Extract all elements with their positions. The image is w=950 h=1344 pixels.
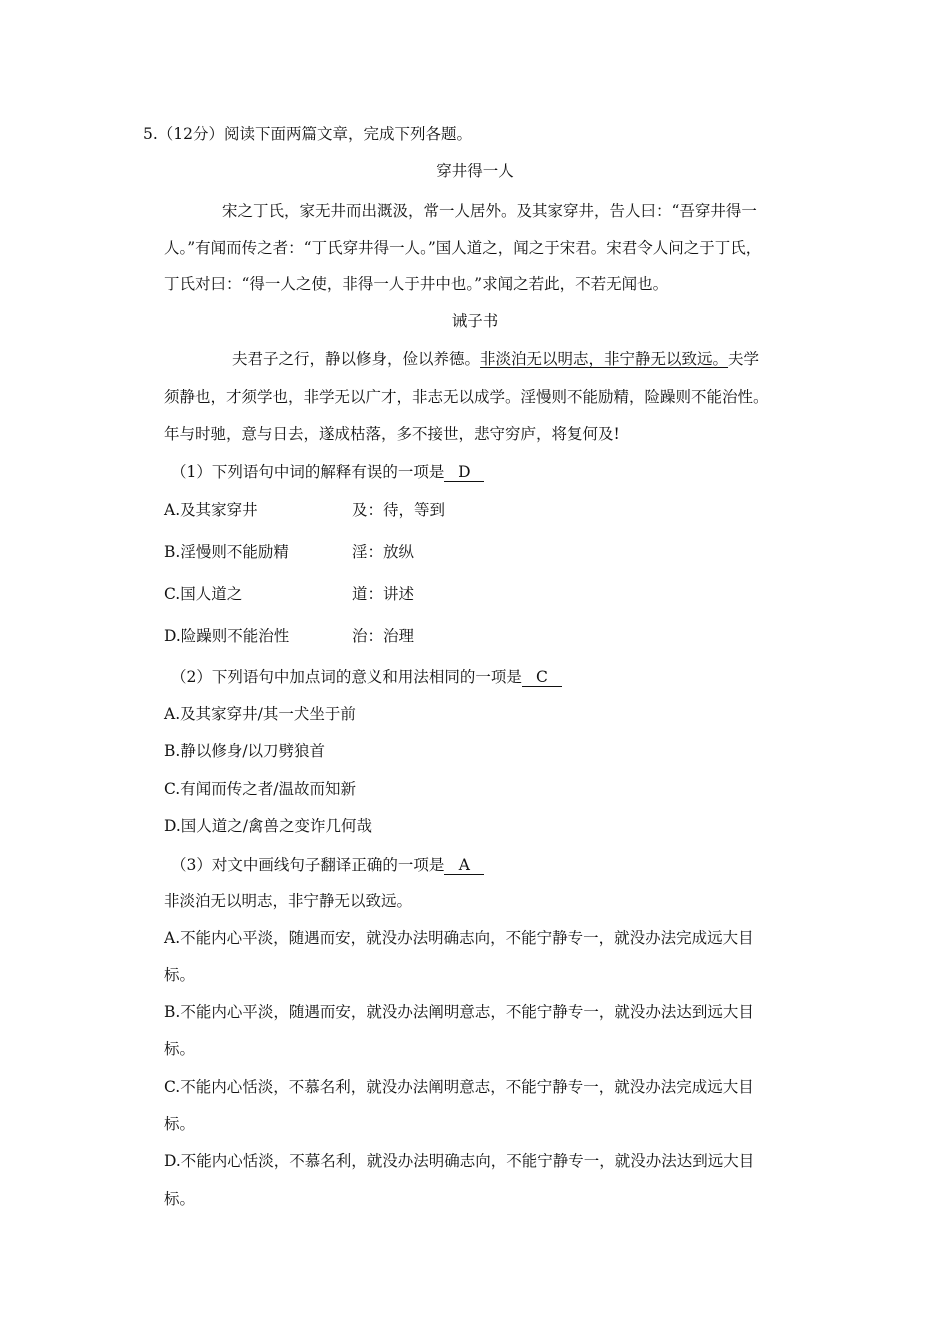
answer-blank: D [444, 463, 484, 482]
article1-title: 穿井得一人 [436, 162, 514, 180]
option-meaning: 及：待，等到 [352, 501, 446, 519]
question-text: （1）下列语句中词的解释有误的一项是 [171, 463, 445, 481]
question-text: （3）对文中画线句子翻译正确的一项是 [171, 856, 445, 874]
q3-option-cont: 标。 [164, 1115, 196, 1133]
q3-option: C.不能内心恬淡，不慕名利，就没办法阐明意志，不能宁静专一，就没办法完成远大目 [164, 1078, 754, 1096]
article1-line: 宋之丁氏，家无井而出溉汲，常一人居外。及其家穿井，告人曰：“吾穿井得一 [222, 202, 757, 220]
article1-line: 人。”有闻而传之者：“丁氏穿井得一人。”国人道之，闻之于宋君。宋君令人问之于丁氏， [164, 239, 762, 257]
q3-option-cont: 标。 [164, 1190, 196, 1208]
q1-option [164, 542, 764, 562]
option-sentence: B.淫慢则不能励精 [164, 543, 289, 561]
article2-line: 年与时驰，意与日去，遂成枯落，多不接世，悲守穷庐，将复何及! [164, 425, 620, 443]
article2-text: 夫学 [728, 350, 760, 368]
underlined-sentence: 非淡泊无以明志，非宁静无以致远。 [480, 350, 729, 368]
q2-option: C.有闻而传之者/温故而知新 [164, 780, 356, 798]
q3-stem [171, 855, 484, 875]
q2-option: D.国人道之/禽兽之变诈几何哉 [164, 817, 373, 835]
q2-option: A.及其家穿井/其一犬坐于前 [164, 705, 356, 723]
article2-line: 须静也，才须学也，非学无以广才，非志无以成学。淫慢则不能励精，险躁则不能治性。 [164, 388, 769, 406]
q1-stem [171, 462, 484, 482]
option-sentence: C.国人道之 [164, 585, 243, 603]
option-sentence: A.及其家穿井 [164, 501, 258, 519]
article2-title: 诫子书 [451, 312, 499, 330]
q1-option [164, 500, 764, 520]
answer-blank: A [444, 856, 484, 875]
q1-option [164, 626, 764, 646]
q3-sentence: 非淡泊无以明志，非宁静无以致远。 [164, 892, 413, 910]
q2-stem [171, 667, 562, 687]
question-text: （2）下列语句中加点词的意义和用法相同的一项是 [171, 668, 522, 686]
answer-blank: C [522, 668, 562, 687]
option-meaning: 治：治理 [352, 627, 415, 645]
article2-text: 夫君子之行，静以修身，俭以养德。 [232, 350, 481, 368]
q3-option: D.不能内心恬淡，不慕名利，就没办法明确志向，不能宁静专一，就没办法达到远大目 [164, 1152, 755, 1170]
q3-option-cont: 标。 [164, 966, 196, 984]
q3-option: A.不能内心平淡，随遇而安，就没办法明确志向，不能宁静专一，就没办法完成远大目 [164, 929, 754, 947]
option-meaning: 淫：放纵 [352, 543, 415, 561]
q3-option: B.不能内心平淡，随遇而安，就没办法阐明意志，不能宁静专一，就没办法达到远大目 [164, 1003, 754, 1021]
q3-option-cont: 标。 [164, 1040, 196, 1058]
q1-option [164, 584, 764, 604]
option-meaning: 道：讲述 [352, 585, 415, 603]
q2-option: B.静以修身/以刀劈狼首 [164, 742, 326, 760]
article1-line: 丁氏对曰：“得一人之使，非得一人于井中也。”求闻之若此，不若无闻也。 [164, 275, 669, 293]
question-header: 5.（12分）阅读下面两篇文章，完成下列各题。 [143, 125, 473, 143]
article2-line [232, 349, 759, 369]
option-sentence: D.险躁则不能治性 [164, 627, 290, 645]
